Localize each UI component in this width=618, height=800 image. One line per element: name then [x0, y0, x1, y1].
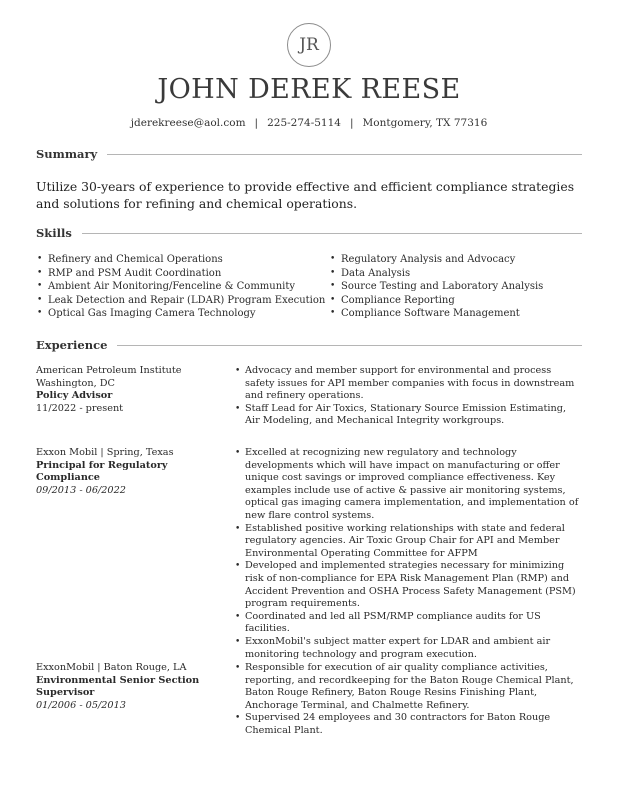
- job-organization: American Petroleum Institute: [36, 365, 182, 376]
- monogram-text: JR: [299, 35, 319, 55]
- summary-text: Utilize 30-years of experience to provide effective and efficient compliance strategies and solutions for refining and chemical operations.: [36, 179, 575, 211]
- contact-phone: 225-274-5114: [267, 117, 341, 129]
- skill-item: • Source Testing and Laboratory Analysis: [329, 280, 543, 294]
- job-meta: [36, 447, 231, 497]
- contact-line: [0, 117, 618, 129]
- job-bullets: [234, 447, 579, 661]
- job-bullet: • Advocacy and member support for environmental and process safety issues for API member companies with focus in downstream and refinery operations.: [234, 365, 579, 403]
- skill-item: • Compliance Reporting: [329, 294, 543, 308]
- job-bullet: • Developed and implemented strategies necessary for minimizing risk of non-compliance for EPA Risk Management Plan (RMP) and Accident Prevention and OSHA Process Safety Management (PSM) program requirements.: [234, 560, 579, 610]
- job-bullet: • Established positive working relationships with state and federal regulatory agencies. Air Toxic Group Chair for API and Member Environmental Operating Committee for AFPM: [234, 523, 579, 561]
- job-bullets: [234, 365, 579, 428]
- job-dates: 01/2006 - 05/2013: [36, 699, 126, 711]
- section-divider: [117, 345, 582, 346]
- experience-heading: Experience: [36, 338, 108, 352]
- skill-item: • Optical Gas Imaging Camera Technology: [36, 307, 325, 321]
- experience-section-header: [36, 338, 582, 352]
- contact-email: jderekreese@aol.com: [130, 117, 246, 129]
- summary-section-header: [36, 147, 582, 161]
- job-title: Policy Advisor: [36, 390, 113, 402]
- skill-item: • Ambient Air Monitoring/Fenceline & Community: [36, 280, 325, 294]
- skills-column-left: [36, 253, 325, 321]
- job-bullet: • Coordinated and led all PSM/RMP compliance audits for US facilities.: [234, 611, 579, 636]
- skill-item: • RMP and PSM Audit Coordination: [36, 267, 325, 281]
- skill-item: • Leak Detection and Repair (LDAR) Program Execution: [36, 294, 325, 308]
- skills-column-right: [329, 253, 543, 321]
- skill-item: • Refinery and Chemical Operations: [36, 253, 325, 267]
- job-title: Environmental Senior Section Supervisor: [36, 674, 200, 699]
- job-location: Washington, DC: [36, 377, 115, 389]
- contact-location: Montgomery, TX 77316: [362, 117, 488, 129]
- job-meta: [36, 365, 231, 415]
- job-bullet: • Staff Lead for Air Toxics, Stationary Source Emission Estimating, Air Modeling, and Mechanical Integrity workgroups.: [234, 403, 579, 428]
- skill-item: • Regulatory Analysis and Advocacy: [329, 253, 543, 267]
- contact-separator: |: [349, 117, 354, 129]
- job-organization: ExxonMobil | Baton Rouge, LA: [36, 662, 187, 673]
- skill-item: • Compliance Software Management: [329, 307, 543, 321]
- contact-separator: |: [254, 117, 259, 129]
- job-bullet: • Responsible for execution of air quality compliance activities, reporting, and recordkeeping for the Baton Rouge Chemical Plant, Baton Rouge Refinery, Baton Rouge Resins Finishing Plant, Anchorage Terminal, and Chalmette Refinery.: [234, 662, 579, 712]
- section-divider: [82, 233, 582, 234]
- job-meta: [36, 662, 231, 712]
- skills-heading: Skills: [36, 226, 72, 240]
- job-title: Principal for Regulatory Compliance: [36, 459, 168, 484]
- monogram-badge: [287, 23, 331, 67]
- job-dates: 09/2013 - 06/2022: [36, 484, 126, 496]
- job-bullet: • Supervised 24 employees and 30 contractors for Baton Rouge Chemical Plant.: [234, 712, 579, 737]
- skill-item: • Data Analysis: [329, 267, 543, 281]
- job-bullets: [234, 662, 579, 738]
- job-bullet: • Excelled at recognizing new regulatory and technology developments which will have impact on manufacturing or offer unique cost savings or improved compliance effectiveness. Key examples include use of active & passive air monitoring systems, optical gas imaging camera implementation, and implementation of new flare control systems.: [234, 447, 579, 523]
- section-divider: [107, 154, 582, 155]
- job-bullet: • ExxonMobil's subject matter expert for LDAR and ambient air monitoring technology and program execution.: [234, 636, 579, 661]
- skills-section-header: [36, 226, 582, 240]
- candidate-name: JOHN DEREK REESE: [157, 74, 461, 105]
- job-organization: Exxon Mobil | Spring, Texas: [36, 447, 174, 458]
- summary-heading: Summary: [36, 147, 98, 161]
- job-dates: 11/2022 - present: [36, 402, 124, 414]
